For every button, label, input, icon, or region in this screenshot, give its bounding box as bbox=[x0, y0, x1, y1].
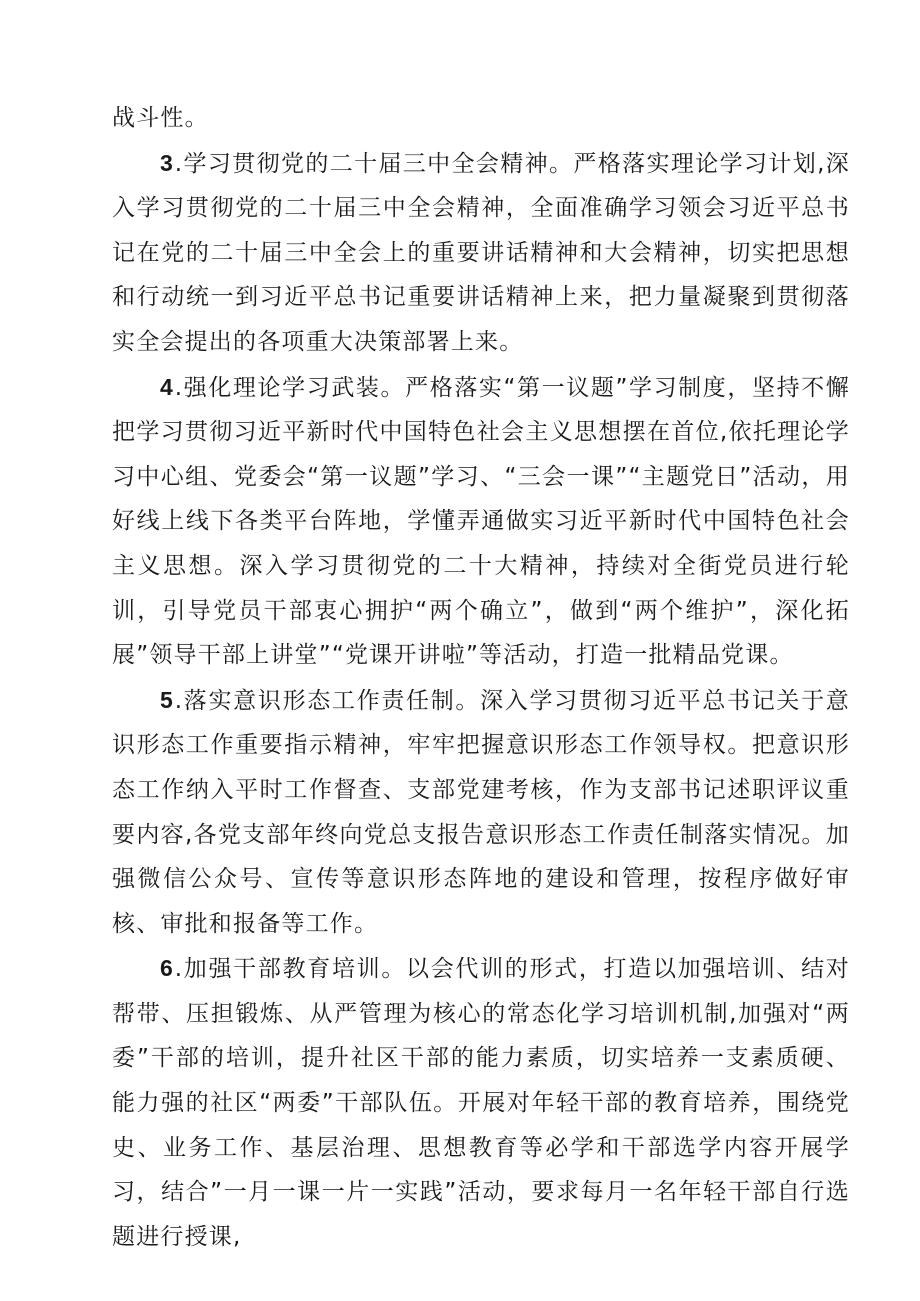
document-body bbox=[112, 96, 850, 1259]
paragraph-item-4 bbox=[112, 365, 850, 678]
paragraph-item-3 bbox=[112, 141, 850, 365]
paragraph-number: 6 bbox=[160, 955, 173, 982]
paragraph-text: .学习贯彻党的二十届三中全会精神。严格落实理论学习计划,深入学习贯彻党的二十届三中全会精神，全面准确学习领会习近平总书记在党的二十届三中全会上的重要讲话精神和大会精神，切实把思想和行动统一到习近平总书记重要讲话精神上来，把力量凝聚到贯彻落实全会提出的各项重大决策部署上来。 bbox=[112, 150, 850, 355]
paragraph-text: .强化理论学习武装。严格落实“第一议题”学习制度，坚持不懈把学习贯彻习近平新时代中国特色社会主义思想摆在首位,依托理论学习中心组、党委会“第一议题”学习、“三会一课”“主题党日”活动，用好线上线下各类平台阵地，学懂弄通做实习近平新时代中国特色社会主义思想。深入学习贯彻党的二十大精神，持续对全街党员进行轮训，引导党员干部衷心拥护“两个确立”，做到“两个维护”，深化拓展”领导干部上讲堂”“党课开讲啦”等活动，打造一批精品党课。 bbox=[112, 374, 850, 669]
paragraph-number: 3 bbox=[160, 149, 173, 176]
paragraph-continuation bbox=[112, 96, 850, 141]
paragraph-text: .加强干部教育培训。以会代训的形式，打造以加强培训、结对帮带、压担锻炼、从严管理为核心的常态化学习培训机制,加强对“两委”干部的培训，提升社区干部的能力素质，切实培养一支素质硬、能力强的社区“两委”干部队伍。开展对年轻干部的教育培养，围绕党史、业务工作、基层治理、思想教育等必学和干部选学内容开展学习，结合”一月一课一片一实践”活动，要求每月一名年轻干部自行选题进行授课, bbox=[112, 956, 850, 1250]
paragraph-number: 4 bbox=[160, 373, 173, 400]
paragraph-item-6 bbox=[112, 946, 850, 1259]
paragraph-item-5 bbox=[112, 678, 850, 947]
paragraph-number: 5 bbox=[160, 686, 173, 713]
paragraph-text: 战斗性。 bbox=[112, 105, 209, 131]
paragraph-text: .落实意识形态工作责任制。深入学习贯彻习近平总书记关于意识形态工作重要指示精神，牢牢把握意识形态工作领导权。把意识形态工作纳入平时工作督查、支部党建考核，作为支部书记述职评议重要内容,各党支部年终向党总支报告意识形态工作责任制落实情况。加强微信公众号、宣传等意识形态阵地的建设和管理，按程序做好审核、审批和报备等工作。 bbox=[112, 687, 850, 937]
